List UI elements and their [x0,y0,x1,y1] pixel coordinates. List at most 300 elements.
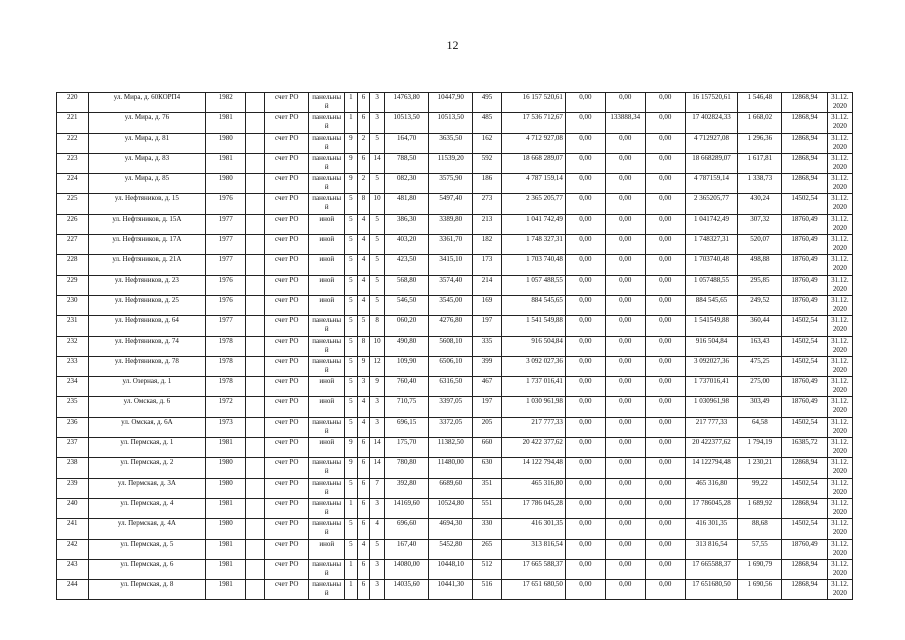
table-cell: панельный [309,316,345,336]
table-cell: 0,00 [605,295,645,315]
table-cell: 1 617,81 [738,153,782,173]
table-cell: 0,00 [565,113,605,133]
table-cell: 592 [473,153,501,173]
table-cell: ул. Пермская, д. 4 [88,498,206,518]
table-cell: 133888,34 [605,113,645,133]
table-cell: 9 [345,438,358,458]
table-cell: иной [309,235,345,255]
table-cell: 0,00 [605,275,645,295]
table-cell: 16 157520,61 [685,93,738,113]
table-cell: 5608,10 [429,336,473,356]
table-cell [246,356,265,376]
table-cell: 18760,49 [782,275,827,295]
table-cell [246,275,265,295]
table-cell: 568,80 [385,275,429,295]
table-cell: 10 [370,194,385,214]
table-cell: 1973 [206,417,246,437]
table-cell: 4 [357,417,370,437]
table-cell: 1981 [206,580,246,600]
table-cell: 0,00 [645,397,685,417]
table-cell: 0,00 [565,194,605,214]
table-row [57,539,853,559]
table-cell: 163,43 [738,336,782,356]
table-cell: 0,00 [605,498,645,518]
table-row [57,93,853,113]
table-cell: 6 [357,580,370,600]
table-cell: ул. Нефтяников, д. 25 [88,295,206,315]
table-cell: 11382,50 [429,438,473,458]
table-cell: 20 422377,62 [685,438,738,458]
table-cell: 6316,50 [429,377,473,397]
table-cell: 12868,94 [782,498,827,518]
table-cell: 1981 [206,438,246,458]
table-cell: 1976 [206,194,246,214]
table-cell: 1978 [206,336,246,356]
table-cell: 88,68 [738,519,782,539]
table-cell: 0,00 [645,133,685,153]
table-cell: счет РО [265,316,309,336]
table-cell: 1981 [206,539,246,559]
table-cell: 0,00 [565,255,605,275]
table-cell: 1980 [206,174,246,194]
table-cell: 3 092 027,36 [501,356,565,376]
table-cell: 2 365 205,77 [501,194,565,214]
table-cell [246,498,265,518]
table-cell: 233 [57,356,89,376]
table-cell: 31.12.2020 [827,478,852,498]
table-cell: 916 504,84 [501,336,565,356]
table-cell: 18760,49 [782,539,827,559]
table-cell: иной [309,397,345,417]
table-cell: 0,00 [565,580,605,600]
table-cell: иной [309,539,345,559]
table-cell: 224 [57,174,89,194]
table-row [57,559,853,579]
table-cell: 17 536 712,67 [501,113,565,133]
table-row [57,255,853,275]
table-cell: 4 [357,295,370,315]
capital-repair-register-table [56,92,853,600]
table-cell: 0,00 [605,214,645,234]
table-cell: 14080,00 [385,559,429,579]
table-cell: 4 [357,255,370,275]
table-cell: 14 122794,48 [685,458,738,478]
table-cell: 239 [57,478,89,498]
table-cell: ул. Пермская, д. 2 [88,458,206,478]
table-cell: 399 [473,356,501,376]
table-cell: 31.12.2020 [827,93,852,113]
table-row [57,397,853,417]
table-cell: ул. Нефтяников, д. 17А [88,235,206,255]
table-cell: 31.12.2020 [827,580,852,600]
table-row [57,336,853,356]
table-cell: 14 [370,458,385,478]
table-cell: 1977 [206,235,246,255]
table-cell: панельный [309,458,345,478]
table-cell: 4276,80 [429,316,473,336]
table-cell: 249,52 [738,295,782,315]
table-cell: 1 703 740,48 [501,255,565,275]
table-cell: 12868,94 [782,580,827,600]
table-cell: 14502,54 [782,316,827,336]
table-cell: 6 [357,438,370,458]
table-cell: 17 665588,37 [685,559,738,579]
table-cell: 1976 [206,295,246,315]
table-cell: иной [309,438,345,458]
table-cell: 11480,00 [429,458,473,478]
table-cell: 1 668,02 [738,113,782,133]
table-cell: 4 [357,235,370,255]
table-cell: 0,00 [565,133,605,153]
table-cell: 169 [473,295,501,315]
table-cell: 173 [473,255,501,275]
table-cell [246,478,265,498]
table-cell: ул. Озерная, д. 1 [88,377,206,397]
table-cell: иной [309,214,345,234]
table-cell: 14502,54 [782,194,827,214]
table-cell: 0,00 [565,336,605,356]
table-cell: счет РО [265,417,309,437]
table-cell: 0,00 [645,458,685,478]
table-cell: 273 [473,194,501,214]
table-cell: 4 712 927,08 [501,133,565,153]
table-cell: 182 [473,235,501,255]
table-cell: счет РО [265,458,309,478]
table-cell: 9 [345,174,358,194]
table-cell: 0,00 [565,478,605,498]
table-cell: панельный [309,336,345,356]
table-cell: 0,00 [605,356,645,376]
table-cell: 1980 [206,478,246,498]
table-cell [246,438,265,458]
table-row [57,356,853,376]
table-cell: 31.12.2020 [827,539,852,559]
table-cell: 0,00 [645,174,685,194]
table-cell: ул. Пермская, д. 6 [88,559,206,579]
table-cell: 175,70 [385,438,429,458]
table-cell: 1976 [206,275,246,295]
table-cell: 18760,49 [782,397,827,417]
table-cell: 5 [370,255,385,275]
table-cell: счет РО [265,113,309,133]
table-cell: 788,50 [385,153,429,173]
table-cell: 1 057 488,55 [501,275,565,295]
table-cell: 9 [345,133,358,153]
table-cell: 10 [370,336,385,356]
table-cell: 0,00 [565,498,605,518]
table-cell: 14169,60 [385,498,429,518]
table-cell: 221 [57,113,89,133]
table-cell: 31.12.2020 [827,377,852,397]
table-cell: 3 [370,397,385,417]
table-cell: 1980 [206,133,246,153]
table-cell: счет РО [265,478,309,498]
table-cell: 241 [57,519,89,539]
table-cell: 0,00 [605,153,645,173]
table-row [57,519,853,539]
table-cell: 0,00 [565,295,605,315]
table-cell: 12868,94 [782,174,827,194]
table-cell: 31.12.2020 [827,275,852,295]
table-cell: 31.12.2020 [827,153,852,173]
table-cell: 1 041 742,49 [501,214,565,234]
table-cell: 1982 [206,93,246,113]
table-cell: 465 316,80 [685,478,738,498]
table-cell: 5 [345,295,358,315]
table-cell: 303,49 [738,397,782,417]
table-cell: ул. Мира, д. 81 [88,133,206,153]
table-cell: 235 [57,397,89,417]
table-cell: 4 787 159,14 [501,174,565,194]
table-cell [246,214,265,234]
table-cell: 4 [357,539,370,559]
table-cell: 4 [357,275,370,295]
table-cell: счет РО [265,519,309,539]
table-cell: панельный [309,113,345,133]
table-cell: 10441,30 [429,580,473,600]
table-cell [246,580,265,600]
table-cell: 5 [345,356,358,376]
table-cell: 275,00 [738,377,782,397]
table-cell: 0,00 [645,356,685,376]
table-cell: 0,00 [605,133,645,153]
table-cell: 14502,54 [782,417,827,437]
table-cell: 10447,90 [429,93,473,113]
table-cell: 243 [57,559,89,579]
table-cell [246,133,265,153]
table-row [57,478,853,498]
table-cell: 1 [345,559,358,579]
table-cell: 3361,70 [429,235,473,255]
table-cell: 0,00 [565,174,605,194]
table-cell: 1978 [206,377,246,397]
table-cell: 5 [370,275,385,295]
table-cell: 313 816,54 [501,539,565,559]
table-cell: 392,80 [385,478,429,498]
table-cell: 4694,30 [429,519,473,539]
table-cell: 3372,05 [429,417,473,437]
table-cell: 3 [370,559,385,579]
table-cell: иной [309,377,345,397]
table-cell: 5 [370,174,385,194]
table-cell: 0,00 [645,417,685,437]
table-row [57,214,853,234]
table-cell: 916 504,84 [685,336,738,356]
table-cell: 0,00 [565,316,605,336]
table-cell: 3 [370,580,385,600]
table-cell: 6 [357,559,370,579]
table-cell: 5 [345,478,358,498]
table-cell: 0,00 [605,478,645,498]
table-cell: 1981 [206,559,246,579]
table-cell: 0,00 [565,377,605,397]
table-cell: 14763,80 [385,93,429,113]
table-row [57,153,853,173]
table-cell: 0,00 [565,275,605,295]
table-cell: 3389,80 [429,214,473,234]
table-cell: 0,00 [645,255,685,275]
table-cell: 1977 [206,255,246,275]
table-cell: 5497,40 [429,194,473,214]
table-cell: 31.12.2020 [827,194,852,214]
table-cell: 228 [57,255,89,275]
table-cell: 3545,00 [429,295,473,315]
table-cell: 710,75 [385,397,429,417]
table-cell: 197 [473,397,501,417]
table-row [57,498,853,518]
table-cell: 14502,54 [782,336,827,356]
table-cell: 2 365205,77 [685,194,738,214]
table-cell: 0,00 [645,275,685,295]
table-cell: 31.12.2020 [827,133,852,153]
table-cell: ул. Нефтяников, д. 15 [88,194,206,214]
table-cell: 3 [370,498,385,518]
table-cell: 31.12.2020 [827,235,852,255]
table-cell: 164,70 [385,133,429,153]
table-cell: 12868,94 [782,458,827,478]
table-cell: счет РО [265,377,309,397]
table-cell: 5452,80 [429,539,473,559]
table-cell: 060,20 [385,316,429,336]
table-cell [246,93,265,113]
table-row [57,316,853,336]
table-cell: 18760,49 [782,235,827,255]
table-cell: панельный [309,559,345,579]
table-cell: 467 [473,377,501,397]
table-cell: 0,00 [565,153,605,173]
table-cell [246,377,265,397]
table-cell: 3 [370,93,385,113]
table-cell: 416 301,35 [501,519,565,539]
table-cell: 403,20 [385,235,429,255]
table-cell: 0,00 [565,397,605,417]
table-cell: 9 [357,356,370,376]
table-cell: 0,00 [645,377,685,397]
table-cell: 9 [370,377,385,397]
table-cell [246,113,265,133]
table-cell: 18 668289,07 [685,153,738,173]
table-cell: 5 [345,336,358,356]
table-cell: 0,00 [565,519,605,539]
table-cell: 0,00 [645,478,685,498]
table-cell: панельный [309,498,345,518]
table-cell [246,194,265,214]
table-cell: 1977 [206,316,246,336]
table-cell: иной [309,295,345,315]
table-cell: 16385,72 [782,438,827,458]
table-cell: 205 [473,417,501,437]
table-cell: 0,00 [605,539,645,559]
table-cell: 884 545,65 [501,295,565,315]
table-cell: 498,88 [738,255,782,275]
table-cell: счет РО [265,580,309,600]
table-cell: 1 541 549,88 [501,316,565,336]
table-cell: 5 [370,539,385,559]
table-cell: 0,00 [645,580,685,600]
table-cell: 12868,94 [782,133,827,153]
table-cell: счет РО [265,539,309,559]
table-cell: 490,80 [385,336,429,356]
table-cell: 0,00 [565,417,605,437]
table-cell: 1 546,48 [738,93,782,113]
table-cell: панельный [309,580,345,600]
table-cell: 17 651 680,50 [501,580,565,600]
table-cell: 213 [473,214,501,234]
table-cell [246,539,265,559]
table-cell: 1 [345,580,358,600]
table-cell: счет РО [265,255,309,275]
table-cell: 31.12.2020 [827,438,852,458]
table-cell: 0,00 [605,377,645,397]
table-cell: 230 [57,295,89,315]
table-cell: 7 [370,478,385,498]
table-cell: 0,00 [645,153,685,173]
table-cell: ул. Нефтяников, д. 15А [88,214,206,234]
table-cell: 0,00 [565,539,605,559]
table-cell: счет РО [265,133,309,153]
table-cell: 660 [473,438,501,458]
table-cell: 630 [473,458,501,478]
table-cell: 082,30 [385,174,429,194]
table-cell: 10513,50 [429,113,473,133]
table-cell: 20 422 377,62 [501,438,565,458]
table-cell: 1 794,19 [738,438,782,458]
table-cell: 31.12.2020 [827,255,852,275]
table-cell: 31.12.2020 [827,519,852,539]
table-cell: 11539,20 [429,153,473,173]
table-cell: 240 [57,498,89,518]
table-cell: панельный [309,417,345,437]
table-cell: панельный [309,478,345,498]
table-cell: 3 092027,36 [685,356,738,376]
table-cell: 1 230,21 [738,458,782,478]
table-cell: 31.12.2020 [827,336,852,356]
table-cell: 6689,60 [429,478,473,498]
table-cell: 1 690,79 [738,559,782,579]
table-cell: 0,00 [605,397,645,417]
table-cell: 31.12.2020 [827,417,852,437]
table-cell [246,336,265,356]
table-cell: 0,00 [605,336,645,356]
table-cell: 1981 [206,113,246,133]
table-cell: 5 [345,194,358,214]
table-cell [246,174,265,194]
table-cell [246,235,265,255]
table-cell: панельный [309,174,345,194]
table-cell: 237 [57,438,89,458]
table-cell: 307,32 [738,214,782,234]
table-cell: 12868,94 [782,93,827,113]
table-cell: 265 [473,539,501,559]
table-cell: 4 787159,14 [685,174,738,194]
table-cell: 6 [357,519,370,539]
table-cell: 17 786045,28 [685,498,738,518]
table-cell: 6 [357,478,370,498]
table-cell: 8 [357,194,370,214]
table-cell: 520,07 [738,235,782,255]
table-cell: 546,50 [385,295,429,315]
table-cell: 16 157 520,61 [501,93,565,113]
table-cell: 3 [370,113,385,133]
table-cell: 10513,50 [385,113,429,133]
table-row [57,113,853,133]
table-cell: ул. Пермская, д. 4А [88,519,206,539]
table-cell: 9 [345,153,358,173]
table-cell: 217 777,33 [501,417,565,437]
table-cell: счет РО [265,295,309,315]
table-cell: 1 541549,88 [685,316,738,336]
table-cell: 8 [357,336,370,356]
